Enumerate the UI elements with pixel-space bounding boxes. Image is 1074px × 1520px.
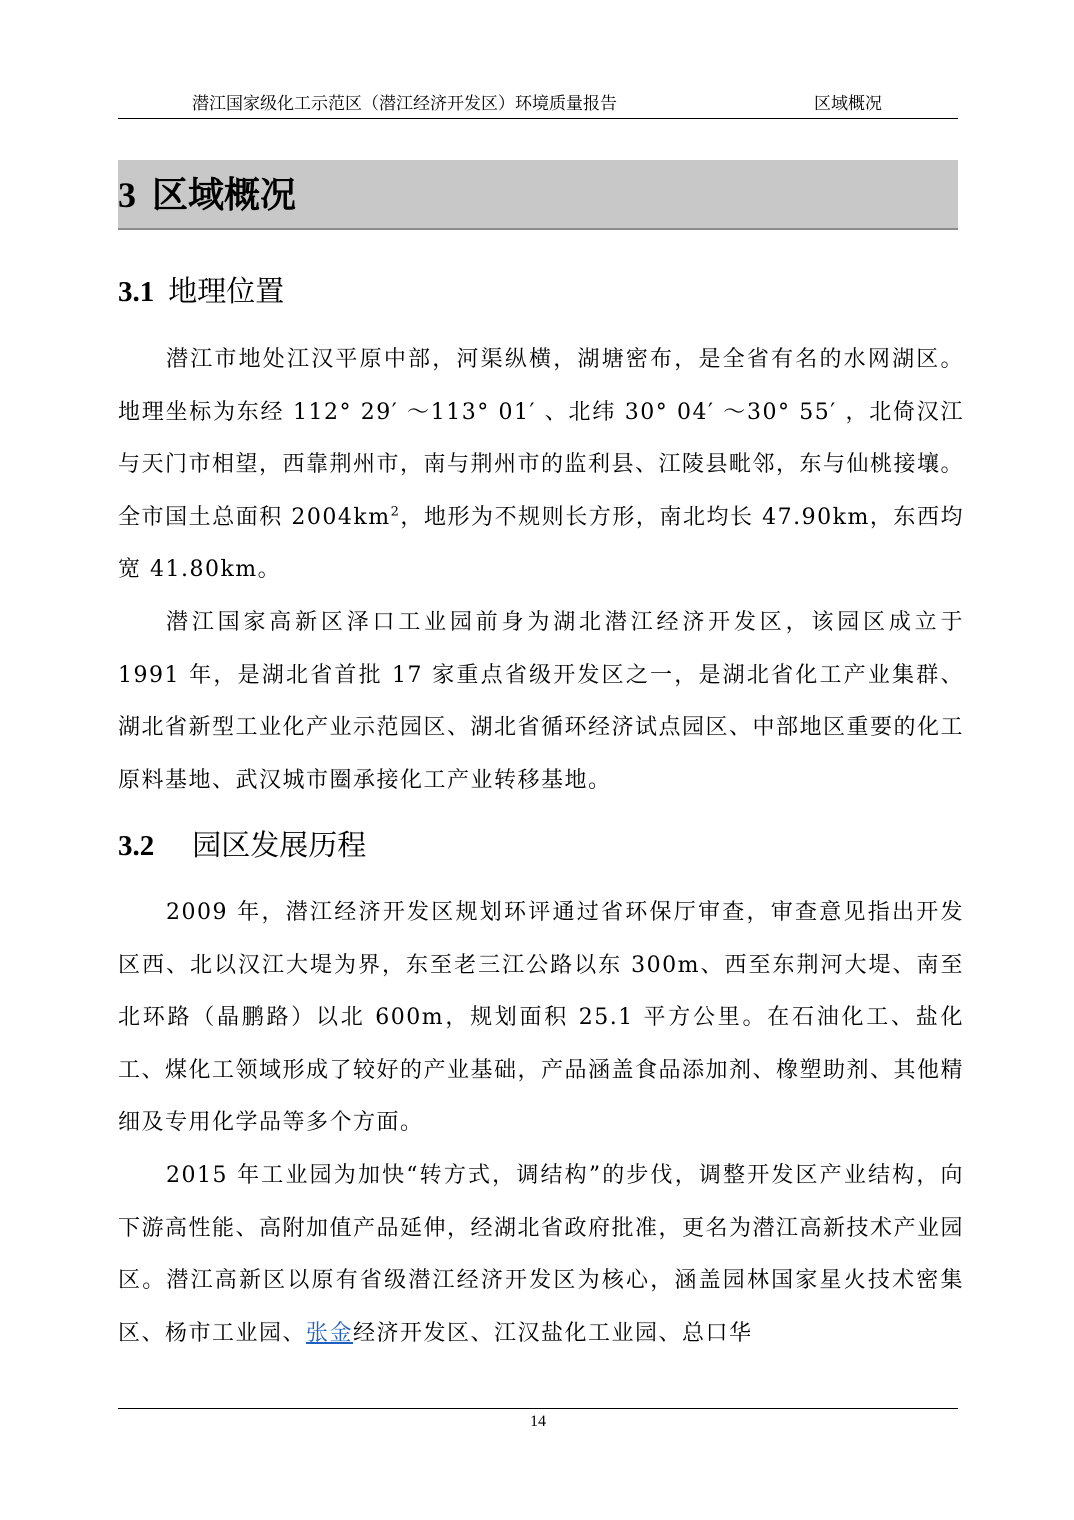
section-number: 3.1 <box>118 276 155 308</box>
chapter-heading-bar <box>118 160 958 230</box>
paragraph-geography <box>118 334 964 597</box>
paragraph-text: ，地形为不规则长方形，南北均长 47.90km，东西均宽 41.80km。 <box>118 504 964 582</box>
paragraph-text: 潜江市地处江汉平原中部，河渠纵横，湖塘密布，是全省有名的水网湖区。地理坐标为东经 112° 29′ ～113° 01′ 、北纬 30° 04′ ～30° 55′ ，北倚汉江与天门市相望，西靠荆州市，南与荆州市的监利县、江陵县毗邻，东与仙桃接壤。全市国土总面积 2004km <box>118 347 965 530</box>
section-title: 园区发展历程 <box>192 828 367 862</box>
header-section-name: 区域概况 <box>814 94 882 114</box>
superscript: 2 <box>390 504 401 520</box>
footer-divider <box>118 1408 958 1409</box>
section-heading-development <box>118 825 366 866</box>
section-title: 地理位置 <box>168 274 285 308</box>
section-heading-geography <box>118 271 284 312</box>
zhangjin-link[interactable]: 张金 <box>306 1320 354 1346</box>
page-header <box>118 92 958 119</box>
paragraph-2015-restructure <box>118 1150 964 1360</box>
page-number: 14 <box>530 1413 546 1430</box>
paragraph-park-origin: 潜江国家高新区泽口工业园前身为湖北潜江经济开发区，该园区成立于 1991 年，是湖北省首批 17 家重点省级开发区之一，是湖北省化工产业集群、湖北省新型工业化产业示范园区、湖北省循环经济试点园区、中部地区重要的化工原料基地、武汉城市圈承接化工产业转移基地。 <box>118 610 965 793</box>
chapter-title: 区域概况 <box>152 174 297 216</box>
chapter-heading <box>118 170 296 220</box>
header-document-title: 潜江国家级化工示范区（潜江经济开发区）环境质量报告 <box>192 94 617 114</box>
paragraph-text: 2015 年工业园为加快“转方式，调结构”的步伐，调整开发区产业结构，向下游高性能、高附加值产品延伸，经湖北省政府批准，更名为潜江高新技术产业园区。潜江高新区以原有省级潜江经济开发区为核心，涵盖园林国家星火技术密集区、杨市工业园、 <box>118 1163 965 1346</box>
section-number: 3.2 <box>118 830 155 862</box>
paragraph-text: 经济开发区、江汉盐化工业园、总口华 <box>353 1320 753 1346</box>
chapter-number: 3 <box>118 175 136 215</box>
paragraph-2009-planning: 2009 年，潜江经济开发区规划环评通过省环保厅审查，审查意见指出开发区西、北以汉江大堤为界，东至老三江公路以东 300m、西至东荆河大堤、南至北环路（晶鹏路）以北 600m，规划面积 25.1 平方公里。在石油化工、盐化工、煤化工领域形成了较好的产业基础，产品涵盖食品添加剂、橡塑助剂、其他精细及专用化学品等多个方面。 <box>118 900 965 1135</box>
